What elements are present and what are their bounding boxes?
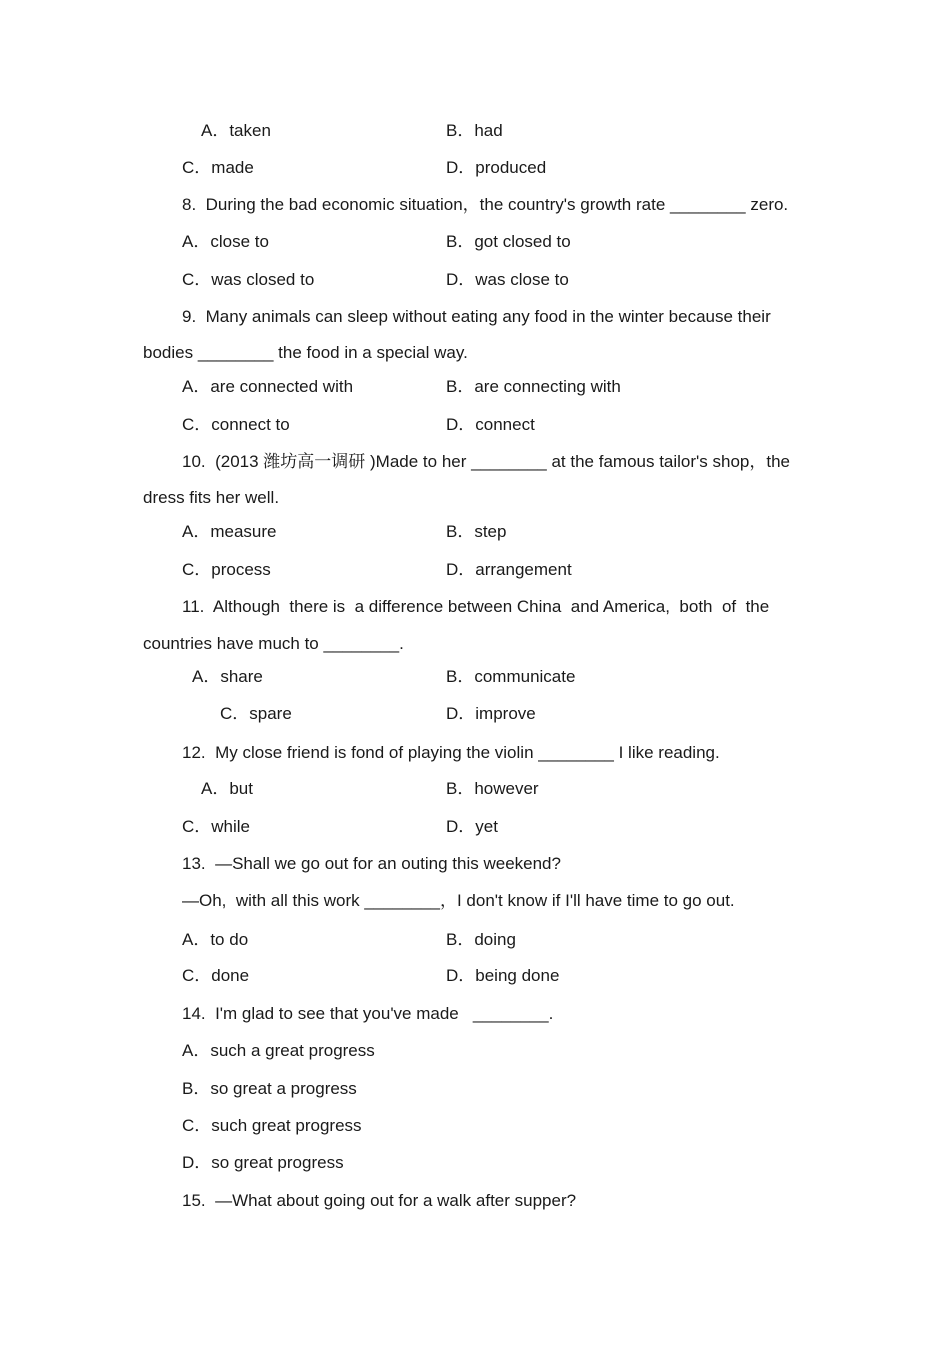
text-line: D．arrangement [446,560,572,579]
text-line: D．improve [446,704,536,723]
text-line: 11. Although there is a difference between China and America, both of the [182,597,770,616]
text-line: bodies ________ the food in a special way. [143,343,468,362]
text-line: D．yet [446,817,498,836]
text-line: B．step [446,522,507,541]
text-line: C．done [182,966,250,985]
text-line: C．process [182,560,271,579]
text-line: A．share [192,667,263,686]
text-line: C．connect to [182,415,290,434]
text-line: D．being done [446,966,560,985]
text-line: 8. During the bad economic situation，the country's growth rate ________ zero. [182,195,789,214]
text-line: A．measure [182,522,277,541]
text-line: 13. —Shall we go out for an outing this weekend? [182,854,561,873]
text-line: B．communicate [446,667,576,686]
text-line: D．connect [446,415,535,434]
text-line: B．got closed to [446,232,571,251]
text-line: A．to do [182,930,249,949]
text-line: C．was closed to [182,270,315,289]
text-line: 15. —What about going out for a walk after supper? [182,1191,577,1210]
text-line: C．spare [220,704,292,723]
text-line: A．are connected with [182,377,354,396]
text-line: B．however [446,779,539,798]
text-line: dress fits her well. [143,488,280,507]
text-line: B．are connecting with [446,377,621,396]
text-line: 10. (2013 潍坊高一调研 )Made to her ________ at the famous tailor's shop，the [182,452,791,471]
text-line: A．close to [182,232,269,251]
text-line: D．was close to [446,270,569,289]
text-line: —Oh, with all this work ________，I don't know if I'll have time to go out. [182,891,735,910]
text-line: D．produced [446,158,547,177]
text-line: A．but [201,779,253,798]
text-line: 14. I'm glad to see that you've made ________. [182,1004,554,1023]
text-line: C．such great progress [182,1116,362,1135]
text-line: countries have much to ________. [143,634,404,653]
text-line: 12. My close friend is fond of playing the violin ________ I like reading. [182,743,720,762]
text-line: B．had [446,121,503,140]
text-line: 9. Many animals can sleep without eating any food in the winter because their [182,307,771,326]
text-line: D．so great progress [182,1153,344,1172]
text-line: A．such a great progress [182,1041,375,1060]
text-line: B．so great a progress [182,1079,357,1098]
text-line: B．doing [446,930,516,949]
text-line: C．while [182,817,251,836]
text-line: C．made [182,158,254,177]
text-line: A．taken [201,121,271,140]
